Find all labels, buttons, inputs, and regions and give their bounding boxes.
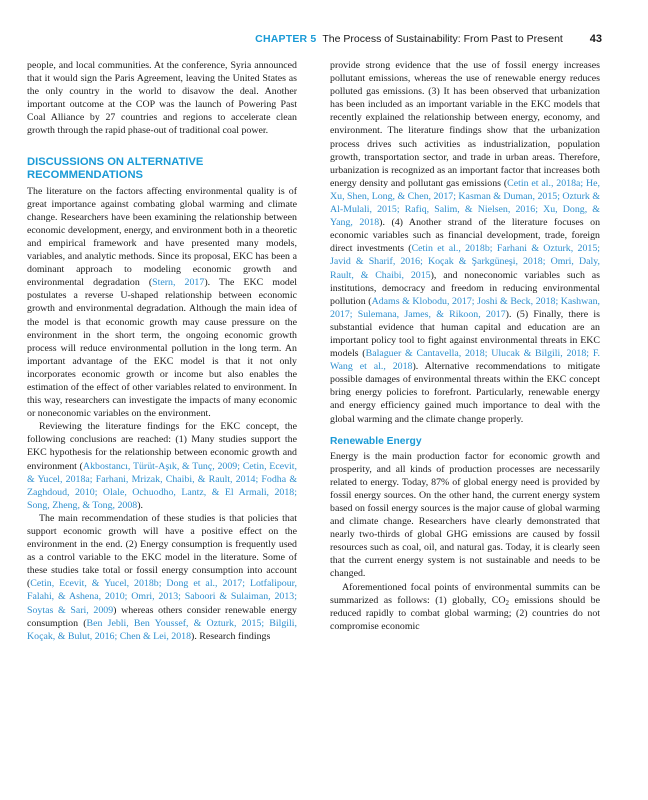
left-column <box>27 59 297 643</box>
text-run: emissions should be reduced rapidly to combat global warming; (2) countries do not compromise economic <box>330 594 600 632</box>
page-number: 43 <box>589 33 602 45</box>
text-run: ). The EKC model postulates a reverse U-shaped relationship between economic growth and environmental degradation. Although the main idea of the model is that economic growth may cause pressure on the environment in the short term, the ongoing economic growth process will reduce environmental pollution in the long term. An important advantage of the EKC model is that it not only incorporates economic growth or income but also enables the estimation of the effect of other variables related to environment. In this way, researchers can investigate the impacts of many economic or noneconomic variables on the environment. <box>27 277 297 420</box>
right-column <box>330 59 600 633</box>
subscript: 2 <box>505 598 510 607</box>
text-run: ), and noneconomic variables such as institutions, democracy and freedom in reducing environmental pollution ( <box>330 269 600 307</box>
citation-link[interactable]: Cetin, Ecevit, & Yucel, 2018b; Dong et al., 2017; Lotfalipour, Falahi, & Ashena, 2010; Omri, 2013; Saboori & Sulaiman, 2013; Soytas & Sari, 2009 <box>27 578 297 616</box>
chapter-title: The Process of Sustainability: From Past to Present <box>322 33 563 45</box>
paragraph-energy-variable <box>27 512 297 643</box>
citation-link[interactable]: Akbostancı, Türüt-Aşık, & Tunç, 2009; Cetin, Ecevit, & Yucel, 2018a; Farhani, Mrizak, Chaibi, & Rault, 2014; Fodha & Zaghdoud, 2010; Olale, Ochuodho, Lantz, & El Armali, 2018; Song, Zheng, & Tong, 2008 <box>27 460 297 511</box>
paragraph-summit-focal-points <box>330 581 600 633</box>
text-run: ) whereas others consider renewable energy consumption ( <box>27 604 297 629</box>
text-run: ). (5) Finally, there is substantial evidence that human capital and education are an important policy tool to fight against environmental threats in EKC models ( <box>330 308 600 360</box>
text-run: ). <box>137 499 143 511</box>
subsection-heading: Renewable Energy <box>330 435 422 447</box>
citation-link[interactable]: Ben Jebli, Ben Youssef, & Ozturk, 2015; Bilgili, Koçak, & Bulut, 2016; Chen & Lei, 2018 <box>27 617 297 642</box>
paragraph-fossil-evidence <box>330 59 600 426</box>
citation-link[interactable]: Cetin et al., 2018b; Farhani & Ozturk, 2015; Javid & Sharif, 2016; Koçak & Şarkgüneşi, 2018; Omri, Daly, Rault, & Chaibi, 2015 <box>330 243 600 281</box>
paragraph-renewable-energy: Energy is the main production factor for economic growth and prosperity, and all kinds of production processes are necessarily related to energy. Today, 87% of global energy need is provided by fossil energy sources. On the other hand, the current energy system based on fossil energy sources is the major cause of global warming and climate change. Researchers have clearly demonstrated that nearly two-thirds of global GHG emissions are caused by fossil resources such as coal, oil, and natural gas. Today, it is clearly seen that the current energy system is not sustainable and needs to be changed. <box>330 450 600 580</box>
text-run: provide strong evidence that the use of fossil energy increases pollutant emissions, whereas the use of renewable energy reduces polluted gas emissions. (3) It has been observed that urbanization has been included as an important variable in the EKC models that recently explained the relationship between energy, economy, and environment. The literature findings show that the urbanization process drives such activities as industrialization, population growth, transportation sector, and trade in urban areas. Therefore, urbanization is recognized as an important factor that increases both energy density and pollutant gas emissions ( <box>330 60 600 189</box>
citation-link[interactable]: Stern, 2017 <box>152 277 205 289</box>
paragraph-ekc-literature <box>27 185 297 421</box>
paragraph-cop-outcomes: people, and local communities. At the conference, Syria announced that it would sign the Paris Agreement, leaving the United States as the only country in the world to disavow the deal. Another important outcome at the COP was the launch of Powering Past Coal Alliance by 27 countries and regions to accelerate clean growth through the rapid phase-out of traditional coal power. <box>27 60 297 137</box>
text-run: ). (4) Another strand of the literature focuses on economic variables such as financial development, trade, foreign direct investments ( <box>330 217 601 255</box>
text-run: The main recommendation of these studies is that policies that support economic growth will have a positive effect on the environment in the end. (2) Energy consumption is frequently used as a control variable to the EKC model in the literature. Some of these studies take total or fossil energy consumption into account ( <box>27 512 297 590</box>
paragraph-ekc-findings <box>27 420 297 512</box>
section-heading: DISCUSSIONS ON ALTERNATIVE RECOMMENDATIONS <box>27 155 204 181</box>
citation-link[interactable]: Cetin et al., 2018a; He, Xu, Shen, Long, & Chen, 2017; Kasman & Duman, 2015; Ozturk & Al-Mulali, 2015; Rafiq, Salim, & Nielsen, 2016; Xu, Dong, & Yang, 2018 <box>330 177 600 229</box>
chapter-label: CHAPTER 5 <box>255 33 317 45</box>
citation-link[interactable]: Adams & Klobodu, 2017; Joshi & Beck, 2018; Kashwan, 2017; Sulemana, James, & Rikoon, 2017 <box>330 295 601 320</box>
text-run: Reviewing the literature findings for the EKC concept, the following conclusions are reached: (1) Many studies support the EKC hypothesis for the relationship between economic growth and environment ( <box>27 421 297 472</box>
text-run: ). Research findings <box>191 630 271 642</box>
text-run: Aforementioned focal points of environmental summits can be summarized as follows: (1) globally, CO <box>330 581 600 606</box>
text-run: ). Alternative recommendations to mitigate possible damages of environmental threats within the EKC concept bring energy policies to forefront. Particularly, renewable energy and energy efficiency gained much importance to deal with the global warming and the climate change properly. <box>330 361 600 425</box>
text-run: The literature on the factors affecting environmental quality is of great importance against combating global warming and climate change. Researchers have been examining the relationship between economic development, energy, and environment both in a theoretic and empirical framework and have presented many models, variables, and analytic methods. Since its proposal, EKC has been a dominant approach to modeling economic growth and environmental degradation ( <box>27 185 297 289</box>
citation-link[interactable]: Balaguer & Cantavella, 2018; Ulucak & Bilgili, 2018; F. Wang et al., 2018 <box>330 348 600 373</box>
running-header <box>0 33 602 45</box>
